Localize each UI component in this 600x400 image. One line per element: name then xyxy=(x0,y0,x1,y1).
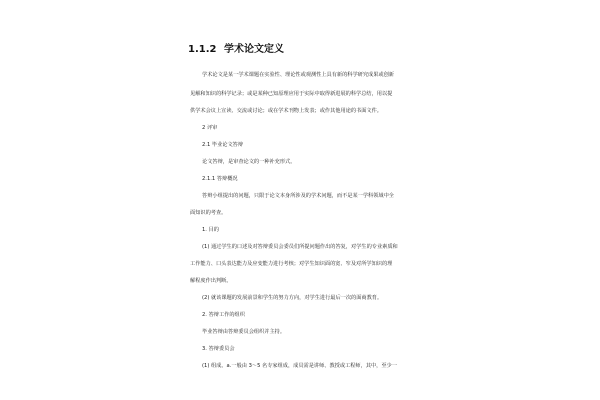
subheading: 2 评审 xyxy=(202,125,218,131)
section-title: 学术论文定义 xyxy=(223,44,284,55)
paragraph-line: 供学术会议上宣读、交流或讨论；或在学术刊物上发表；或作其他用途的书面文件。 xyxy=(190,108,382,114)
section-number: 1.1.2 xyxy=(188,44,217,55)
paragraph-line: (1) 组成。a.一般由 3～5 名专家组成，成员需是讲师、教授或工程师，其中，至少一 xyxy=(202,363,397,369)
paragraph-line: 见解和知识的科学记录；或是某种已知原理应用于实际中取得新进展的科学总结，用以提 xyxy=(190,91,393,97)
section-heading xyxy=(188,43,284,57)
paragraph-line: 论文答辩，是审查论文的一种补充形式。 xyxy=(202,159,296,165)
paragraph-line: 答辩小组提出的问题，只限于论文本身所涉及的学术问题，而不是某一学科领域中全 xyxy=(202,193,394,199)
paragraph-line: 工作能力、口头表达能力及应变能力进行考核；对学生知识面的宽、窄及对所学知识的理 xyxy=(190,261,393,267)
list-heading: 1. 目的 xyxy=(202,227,219,233)
paragraph-line: 毕业答辩由答辩委员会组织并主持。 xyxy=(202,329,286,335)
list-heading: 3. 答辩委员会 xyxy=(202,346,235,352)
subheading: 2.1 毕业论文答辩 xyxy=(202,142,244,148)
paragraph-line: 解程度作出判断。 xyxy=(190,278,232,284)
paragraph-line: (1) 通过学生的口述及对答辩委员会委员们所提问题作出的答复，对学生的专业素质和 xyxy=(202,244,398,250)
list-heading: 2. 答辩工作的组织 xyxy=(202,312,245,318)
paragraph-line: (2) 就该课题的发展前景和学生的努力方向，对学生进行最后一次的面商教育。 xyxy=(202,295,383,301)
subheading: 2.1.1 答辩概况 xyxy=(202,176,238,182)
paragraph-line: 面知识的考查。 xyxy=(190,210,227,216)
paragraph-line: 学术论文是某一学术课题在实验性、理论性或观测性上具有新的科学研究成果或创新 xyxy=(202,72,394,78)
